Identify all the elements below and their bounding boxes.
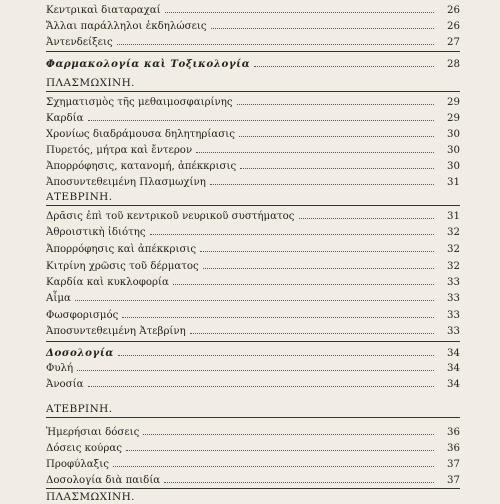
dot-leader [190, 332, 434, 334]
dot-leader [165, 11, 434, 13]
dot-leader [118, 354, 434, 356]
toc-entry [46, 20, 460, 34]
toc-entry-page: 33 [447, 277, 460, 288]
toc-entry-page: 31 [447, 211, 460, 222]
dot-leader [126, 449, 434, 451]
toc-entry-page: 36 [447, 427, 460, 438]
toc-entry-page: 29 [447, 113, 460, 124]
toc-entry-title: Ἀποσυντεθειμένη Πλασμωχίνη [46, 177, 206, 188]
toc-entry [46, 260, 460, 274]
toc-entry [46, 458, 460, 472]
toc-entry-page: 37 [447, 475, 460, 486]
dot-leader [164, 481, 434, 483]
toc-entry-page: 34 [447, 379, 460, 390]
toc-entry-title: Ἀθροιστικὴ ἰδιότης [46, 227, 146, 238]
toc-entry-title: Ἀπορρόφησις καὶ ἀπέκκρισις [46, 244, 197, 255]
dot-leader [239, 135, 434, 137]
section-divider [46, 488, 460, 489]
toc-entry [46, 243, 460, 257]
dot-leader [240, 167, 434, 169]
toc-entry-page: 26 [447, 21, 460, 32]
toc-entry [46, 292, 460, 306]
toc-entry-title: Ἀνοσία [46, 379, 84, 390]
section-divider [46, 417, 460, 418]
section-heading: ΑΤΕΒΡΙΝΗ. [46, 403, 113, 415]
dot-leader [113, 465, 434, 467]
toc-entry-page: 33 [447, 310, 460, 321]
toc-entry-page: 28 [447, 59, 460, 70]
toc-entry [46, 325, 460, 339]
toc-entry [46, 378, 460, 392]
dot-leader [88, 119, 435, 121]
section-divider [46, 91, 460, 92]
toc-entry-page: 27 [447, 37, 460, 48]
dot-leader [150, 233, 434, 235]
dot-leader [203, 267, 434, 269]
dot-leader [237, 103, 434, 105]
section-divider [46, 51, 460, 52]
toc-entry-page: 30 [447, 161, 460, 172]
toc-entry-title: Ἀντενδείξεις [46, 37, 113, 48]
toc-entry [46, 128, 460, 142]
toc-entry-page: 34 [447, 363, 460, 374]
section-heading: ΠΛΑΣΜΩΧΙΝΗ. [46, 77, 135, 89]
section-heading: ΠΛΑΣΜΩΧΙΝΗ. [46, 491, 135, 503]
toc-entry-page: 31 [447, 177, 460, 188]
toc-entry-title: Ἡμερήσιαι δόσεις [46, 427, 140, 438]
toc-entry-page: 30 [447, 129, 460, 140]
toc-entry-page: 32 [447, 244, 460, 255]
section-divider [46, 205, 460, 206]
toc-entry-title: Δρᾶσις ἐπὶ τοῦ κεντρικοῦ νευρικοῦ συστήματος [46, 211, 295, 222]
toc-entry-title: Αἷμα [46, 293, 71, 304]
dot-leader [299, 217, 435, 219]
section-divider [46, 341, 460, 342]
dot-leader [117, 43, 434, 45]
toc-section-entry [46, 57, 460, 71]
toc-entry [46, 226, 460, 240]
toc-entry-title: Φωσφορισμός [46, 310, 119, 321]
dot-leader [254, 65, 434, 67]
toc-entry-title: Φυλή [46, 363, 74, 374]
toc-entry-title: Κεντρικαὶ διαταραχαί [46, 5, 161, 16]
dot-leader [88, 385, 434, 387]
toc-entry-title: Δοσολογία διὰ παιδία [46, 475, 161, 486]
toc-entry [46, 96, 460, 110]
dot-leader [210, 183, 434, 185]
toc-entry [46, 36, 460, 50]
toc-entry [46, 144, 460, 158]
toc-entry-title: Χρονίως διαδράμουσα δηλητηρίασις [46, 129, 235, 140]
dot-leader [75, 299, 434, 301]
dot-leader [196, 151, 434, 153]
section-heading: ΑΤΕΒΡΙΝΗ. [46, 191, 113, 203]
toc-entry [46, 4, 460, 18]
toc-entry [46, 442, 460, 456]
toc-entry [46, 176, 460, 190]
toc-entry [46, 112, 460, 126]
toc-entry-title: Δόσεις κούρας [46, 443, 122, 454]
toc-entry-page: 32 [447, 261, 460, 272]
dot-leader [122, 316, 434, 318]
toc-entry-title: Πυρετός, μήτρα καὶ ἔντερον [46, 145, 193, 156]
toc-entry [46, 160, 460, 174]
toc-entry-title: Ἀπορρόφησις, κατανομή, ἀπέκκρισις [46, 161, 237, 172]
toc-section-title: Φαρμακολογία καὶ Τοξικολογία [46, 58, 251, 70]
dot-leader [173, 283, 434, 285]
toc-entry-title: Καρδία καὶ κυκλοφορία [46, 277, 169, 288]
toc-entry-page: 30 [447, 145, 460, 156]
dot-leader [211, 27, 434, 29]
toc-entry-title: Ἄλλαι παράλληλοι ἐκδηλώσεις [46, 21, 207, 32]
toc-entry-title: Προφύλαξις [46, 459, 109, 470]
toc-entry [46, 276, 460, 290]
toc-entry-page: 33 [447, 293, 460, 304]
toc-entry [46, 210, 460, 224]
toc-entry [46, 426, 460, 440]
toc-entry-page: 33 [447, 326, 460, 337]
toc-entry-title: Κιτρίνη χρῶσις τοῦ δέρματος [46, 261, 199, 272]
toc-entry [46, 474, 460, 488]
toc-entry [46, 362, 460, 376]
toc-entry-title: Καρδία [46, 113, 84, 124]
toc-entry-page: 32 [447, 227, 460, 238]
dot-leader [143, 433, 434, 435]
dot-leader [77, 369, 434, 371]
toc-entry-page: 37 [447, 459, 460, 470]
toc-entry-page: 34 [447, 348, 460, 359]
toc-entry-page: 29 [447, 97, 460, 108]
toc-section-title: Δοσολογία [46, 347, 114, 359]
toc-entry-title: Σχηματισμὸς τῆς μεθαιμοσφαιρίνης [46, 97, 233, 108]
toc-entry-page: 36 [447, 443, 460, 454]
dot-leader [200, 250, 434, 252]
toc-entry [46, 309, 460, 323]
toc-entry-title: Ἀποσυντεθειμένη Ἀτεβρίνη [46, 326, 186, 337]
toc-section-entry [46, 346, 460, 360]
toc-entry-page: 26 [447, 5, 460, 16]
